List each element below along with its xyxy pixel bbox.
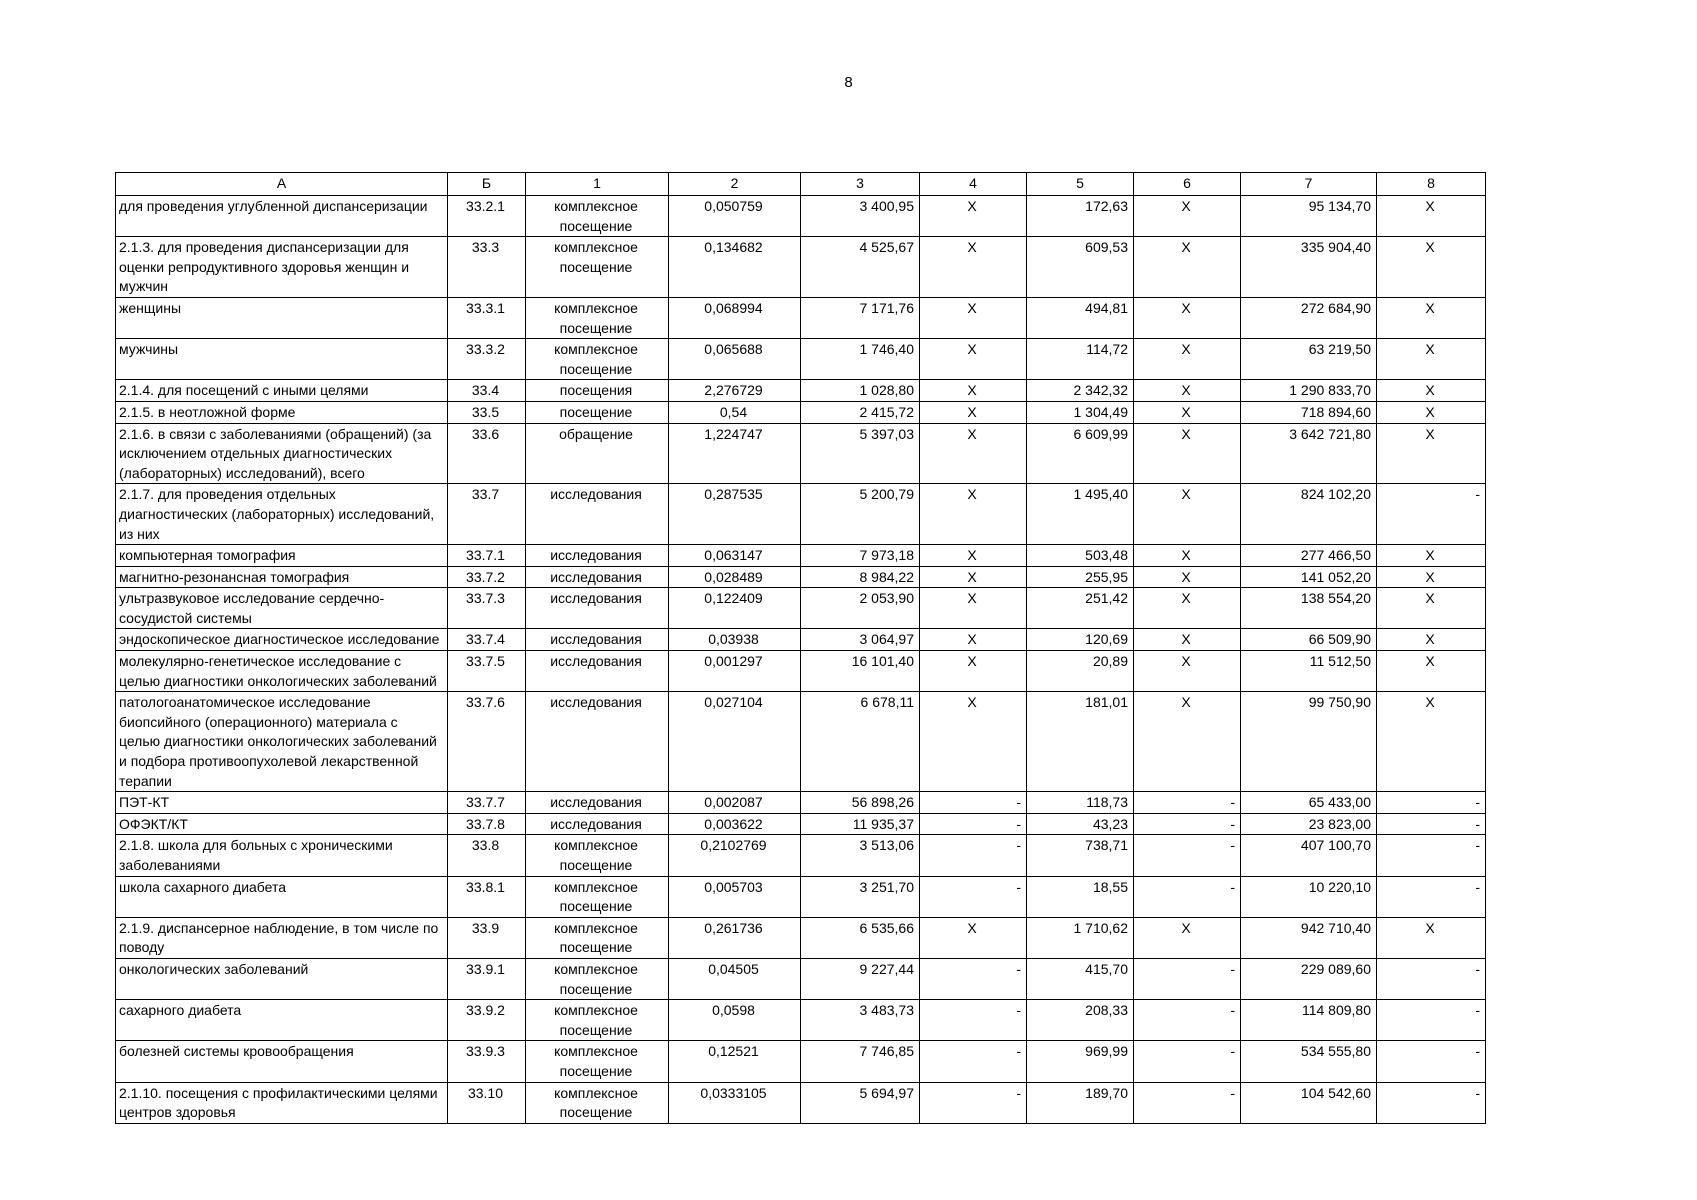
cell-code: 33.7.7 [448,792,526,814]
cell-col-4: X [920,297,1027,338]
cell-col-6: X [1134,380,1241,402]
cell-col-3: 6 678,11 [801,692,920,792]
cell-code: 33.9.2 [448,1000,526,1041]
cell-col-8: - [1377,484,1486,545]
cell-col-2: 0,04505 [669,958,801,999]
table-row [116,566,1486,588]
cell-unit: комплексное посещение [526,339,669,380]
table-row [116,339,1486,380]
cell-col-4: X [920,237,1027,298]
header-cell-4: 4 [920,173,1027,196]
page-number: 8 [844,74,853,91]
cell-col-4: - [920,835,1027,876]
cell-col-5: 189,70 [1027,1082,1134,1123]
cell-col-6: X [1134,484,1241,545]
table-row [116,692,1486,792]
cell-unit: исследования [526,629,669,651]
cell-code: 33.5 [448,401,526,423]
cell-col-7: 1 290 833,70 [1241,380,1377,402]
cell-col-6: X [1134,297,1241,338]
cell-col-2: 0,0333105 [669,1082,801,1123]
cell-col-8: - [1377,876,1486,917]
cell-col-7: 718 894,60 [1241,401,1377,423]
table-row [116,380,1486,402]
cell-col-5: 415,70 [1027,958,1134,999]
cell-col-8: X [1377,588,1486,629]
cell-name: болезней системы кровообращения [116,1041,448,1082]
cell-name: 2.1.6. в связи с заболеваниями (обращений) (за исключением отдельных диагностических (лабораторных) исследований), всего [116,423,448,484]
cell-name: эндоскопическое диагностическое исследование [116,629,448,651]
cell-col-2: 0,001297 [669,651,801,692]
cell-col-6: - [1134,1082,1241,1123]
cell-col-7: 534 555,80 [1241,1041,1377,1082]
cell-col-5: 18,55 [1027,876,1134,917]
cell-col-4: - [920,1000,1027,1041]
header-cell-6: 6 [1134,173,1241,196]
cell-col-3: 3 483,73 [801,1000,920,1041]
cell-col-6: - [1134,835,1241,876]
table-row [116,835,1486,876]
cell-code: 33.10 [448,1082,526,1123]
cell-name: 2.1.5. в неотложной форме [116,401,448,423]
cell-col-8: - [1377,813,1486,835]
cell-col-4: X [920,339,1027,380]
cell-col-3: 56 898,26 [801,792,920,814]
header-cell-a: А [116,173,448,196]
cell-col-6: X [1134,545,1241,567]
cell-col-5: 1 304,49 [1027,401,1134,423]
header-cell-1: 1 [526,173,669,196]
cell-col-3: 7 973,18 [801,545,920,567]
header-cell-5: 5 [1027,173,1134,196]
table-row [116,917,1486,958]
table-body [116,196,1486,1124]
header-cell-2: 2 [669,173,801,196]
cell-col-3: 5 397,03 [801,423,920,484]
table-row [116,792,1486,814]
cell-name: женщины [116,297,448,338]
cell-name: компьютерная томография [116,545,448,567]
cell-col-5: 738,71 [1027,835,1134,876]
cell-code: 33.3 [448,237,526,298]
table-row [116,545,1486,567]
table-row [116,297,1486,338]
cell-name: 2.1.3. для проведения диспансеризации для оценки репродуктивного здоровья женщин и мужчин [116,237,448,298]
cell-col-2: 0,2102769 [669,835,801,876]
cell-col-6: - [1134,1041,1241,1082]
cell-col-5: 969,99 [1027,1041,1134,1082]
cell-unit: исследования [526,813,669,835]
cell-name: сахарного диабета [116,1000,448,1041]
cell-col-8: X [1377,566,1486,588]
cell-col-4: - [920,876,1027,917]
cell-col-8: X [1377,237,1486,298]
table-row [116,237,1486,298]
cell-col-8: X [1377,917,1486,958]
cell-unit: исследования [526,792,669,814]
cell-col-5: 251,42 [1027,588,1134,629]
cell-code: 33.4 [448,380,526,402]
cell-col-4: - [920,813,1027,835]
cell-col-2: 0,0598 [669,1000,801,1041]
cell-col-3: 5 694,97 [801,1082,920,1123]
cell-col-6: X [1134,237,1241,298]
cell-col-8: - [1377,1000,1486,1041]
cell-col-7: 407 100,70 [1241,835,1377,876]
cell-col-2: 0,261736 [669,917,801,958]
cell-code: 33.3.2 [448,339,526,380]
cell-col-6: X [1134,339,1241,380]
cell-col-7: 10 220,10 [1241,876,1377,917]
cell-col-7: 23 823,00 [1241,813,1377,835]
cell-col-5: 6 609,99 [1027,423,1134,484]
cell-col-4: - [920,1041,1027,1082]
cell-col-6: X [1134,401,1241,423]
cell-unit: обращение [526,423,669,484]
cell-col-8: X [1377,401,1486,423]
cell-col-8: X [1377,692,1486,792]
cell-unit: комплексное посещение [526,958,669,999]
cell-code: 33.2.1 [448,196,526,237]
cell-col-4: X [920,380,1027,402]
cell-col-2: 1,224747 [669,423,801,484]
cell-col-5: 118,73 [1027,792,1134,814]
cell-col-2: 0,03938 [669,629,801,651]
cell-name: патологоанатомическое исследование биопсийного (операционного) материала с целью диагностики онкологических заболеваний и подбора противоопухолевой лекарственной терапии [116,692,448,792]
cell-col-4: X [920,401,1027,423]
cell-code: 33.9.3 [448,1041,526,1082]
table-row [116,423,1486,484]
cell-col-5: 1 710,62 [1027,917,1134,958]
cell-unit: исследования [526,651,669,692]
cell-col-3: 7 171,76 [801,297,920,338]
cell-col-8: X [1377,651,1486,692]
cell-unit: комплексное посещение [526,297,669,338]
cell-col-8: - [1377,1041,1486,1082]
cell-unit: комплексное посещение [526,1082,669,1123]
cell-name: для проведения углубленной диспансеризации [116,196,448,237]
cell-unit: комплексное посещение [526,835,669,876]
cell-col-3: 2 053,90 [801,588,920,629]
cell-col-3: 8 984,22 [801,566,920,588]
cell-col-7: 104 542,60 [1241,1082,1377,1123]
cell-code: 33.7.2 [448,566,526,588]
cell-col-3: 3 400,95 [801,196,920,237]
cell-unit: комплексное посещение [526,196,669,237]
cell-col-8: X [1377,423,1486,484]
cell-unit: комплексное посещение [526,876,669,917]
cell-code: 33.7.8 [448,813,526,835]
cell-name: 2.1.4. для посещений с иными целями [116,380,448,402]
cell-col-3: 1 028,80 [801,380,920,402]
cell-name: 2.1.10. посещения с профилактическими целями центров здоровья [116,1082,448,1123]
cell-col-4: X [920,423,1027,484]
cell-col-4: X [920,692,1027,792]
cell-col-5: 120,69 [1027,629,1134,651]
cell-col-4: X [920,651,1027,692]
cell-col-8: - [1377,835,1486,876]
cell-col-2: 0,122409 [669,588,801,629]
cell-col-7: 229 089,60 [1241,958,1377,999]
table-row [116,651,1486,692]
cell-unit: исследования [526,566,669,588]
cell-col-6: - [1134,876,1241,917]
cell-col-3: 16 101,40 [801,651,920,692]
cell-col-2: 0,063147 [669,545,801,567]
cell-col-7: 3 642 721,80 [1241,423,1377,484]
cell-col-7: 335 904,40 [1241,237,1377,298]
cell-col-2: 0,028489 [669,566,801,588]
cell-unit: комплексное посещение [526,1041,669,1082]
cell-col-3: 2 415,72 [801,401,920,423]
cell-name: ОФЭКТ/КТ [116,813,448,835]
cell-col-6: - [1134,958,1241,999]
cell-col-7: 138 554,20 [1241,588,1377,629]
cell-col-5: 208,33 [1027,1000,1134,1041]
cell-unit: комплексное посещение [526,1000,669,1041]
cell-col-2: 0,002087 [669,792,801,814]
cell-unit: комплексное посещение [526,917,669,958]
cell-col-6: X [1134,423,1241,484]
cell-col-2: 0,287535 [669,484,801,545]
cell-col-5: 609,53 [1027,237,1134,298]
cell-col-8: X [1377,380,1486,402]
cell-col-2: 0,003622 [669,813,801,835]
cell-col-3: 3 064,97 [801,629,920,651]
cell-name: ультразвуковое исследование сердечно-сосудистой системы [116,588,448,629]
cell-col-4: - [920,958,1027,999]
cell-col-7: 114 809,80 [1241,1000,1377,1041]
cell-col-8: - [1377,792,1486,814]
cell-col-4: - [920,1082,1027,1123]
cell-col-6: X [1134,651,1241,692]
cell-col-7: 63 219,50 [1241,339,1377,380]
cell-col-4: X [920,917,1027,958]
cell-col-6: X [1134,588,1241,629]
cell-col-2: 0,12521 [669,1041,801,1082]
cell-unit: исследования [526,588,669,629]
cell-col-8: X [1377,339,1486,380]
cell-col-3: 6 535,66 [801,917,920,958]
cell-col-7: 272 684,90 [1241,297,1377,338]
cell-col-6: X [1134,692,1241,792]
cell-code: 33.6 [448,423,526,484]
cell-col-8: X [1377,629,1486,651]
table-row [116,1082,1486,1123]
cell-col-5: 2 342,32 [1027,380,1134,402]
cell-col-2: 0,027104 [669,692,801,792]
cell-name: 2.1.9. диспансерное наблюдение, в том числе по поводу [116,917,448,958]
cell-col-6: X [1134,196,1241,237]
cell-col-2: 0,005703 [669,876,801,917]
cell-col-3: 4 525,67 [801,237,920,298]
cell-col-5: 255,95 [1027,566,1134,588]
cell-col-4: X [920,545,1027,567]
cell-name: мужчины [116,339,448,380]
cell-col-3: 5 200,79 [801,484,920,545]
cell-col-6: - [1134,813,1241,835]
table-row [116,196,1486,237]
table-row [116,813,1486,835]
data-table [115,172,1486,1124]
cell-col-6: X [1134,917,1241,958]
header-cell-3: 3 [801,173,920,196]
cell-code: 33.7.4 [448,629,526,651]
cell-code: 33.7 [448,484,526,545]
cell-col-7: 66 509,90 [1241,629,1377,651]
cell-col-3: 1 746,40 [801,339,920,380]
cell-col-7: 824 102,20 [1241,484,1377,545]
cell-col-8: - [1377,1082,1486,1123]
cell-col-4: X [920,196,1027,237]
cell-col-7: 942 710,40 [1241,917,1377,958]
cell-col-4: X [920,588,1027,629]
cell-col-4: - [920,792,1027,814]
table-row [116,484,1486,545]
cell-col-5: 114,72 [1027,339,1134,380]
cell-col-7: 277 466,50 [1241,545,1377,567]
cell-col-2: 0,54 [669,401,801,423]
cell-name: 2.1.7. для проведения отдельных диагностических (лабораторных) исследований, из них [116,484,448,545]
cell-col-3: 9 227,44 [801,958,920,999]
cell-col-2: 0,050759 [669,196,801,237]
cell-col-6: X [1134,566,1241,588]
cell-col-8: X [1377,196,1486,237]
cell-col-6: - [1134,792,1241,814]
cell-col-7: 141 052,20 [1241,566,1377,588]
cell-code: 33.9 [448,917,526,958]
cell-col-4: X [920,484,1027,545]
cell-col-8: - [1377,958,1486,999]
cell-code: 33.7.3 [448,588,526,629]
table-row [116,401,1486,423]
cell-unit: исследования [526,484,669,545]
table-row [116,629,1486,651]
table-header-row [116,173,1486,196]
cell-col-8: X [1377,545,1486,567]
cell-name: молекулярно-генетическое исследование с целью диагностики онкологических заболеваний [116,651,448,692]
cell-unit: посещение [526,401,669,423]
cell-unit: посещения [526,380,669,402]
cell-col-5: 172,63 [1027,196,1134,237]
cell-col-5: 503,48 [1027,545,1134,567]
cell-col-7: 11 512,50 [1241,651,1377,692]
cell-name: школа сахарного диабета [116,876,448,917]
cell-unit: исследования [526,692,669,792]
cell-col-5: 494,81 [1027,297,1134,338]
table-row [116,958,1486,999]
cell-col-4: X [920,566,1027,588]
cell-code: 33.7.5 [448,651,526,692]
cell-unit: комплексное посещение [526,237,669,298]
cell-col-3: 3 513,06 [801,835,920,876]
cell-name: 2.1.8. школа для больных с хроническими заболеваниями [116,835,448,876]
table-row [116,588,1486,629]
cell-col-2: 2,276729 [669,380,801,402]
header-cell-7: 7 [1241,173,1377,196]
cell-col-6: - [1134,1000,1241,1041]
cell-col-5: 43,23 [1027,813,1134,835]
cell-col-5: 20,89 [1027,651,1134,692]
cell-col-5: 181,01 [1027,692,1134,792]
cell-col-3: 7 746,85 [801,1041,920,1082]
cell-col-2: 0,134682 [669,237,801,298]
cell-code: 33.3.1 [448,297,526,338]
header-cell-8: 8 [1377,173,1486,196]
cell-name: онкологических заболеваний [116,958,448,999]
table-row [116,1000,1486,1041]
cell-col-7: 95 134,70 [1241,196,1377,237]
cell-col-8: X [1377,297,1486,338]
cell-col-6: X [1134,629,1241,651]
cell-name: магнитно-резонансная томография [116,566,448,588]
cell-unit: исследования [526,545,669,567]
table-row [116,1041,1486,1082]
cell-col-4: X [920,629,1027,651]
cell-code: 33.9.1 [448,958,526,999]
cell-col-7: 99 750,90 [1241,692,1377,792]
table-row [116,876,1486,917]
cell-col-2: 0,065688 [669,339,801,380]
cell-code: 33.7.1 [448,545,526,567]
cell-code: 33.8 [448,835,526,876]
cell-name: ПЭТ-КТ [116,792,448,814]
cell-col-3: 3 251,70 [801,876,920,917]
cell-col-2: 0,068994 [669,297,801,338]
cell-col-7: 65 433,00 [1241,792,1377,814]
cell-code: 33.8.1 [448,876,526,917]
cell-col-3: 11 935,37 [801,813,920,835]
cell-code: 33.7.6 [448,692,526,792]
cell-col-5: 1 495,40 [1027,484,1134,545]
header-cell-b: Б [448,173,526,196]
